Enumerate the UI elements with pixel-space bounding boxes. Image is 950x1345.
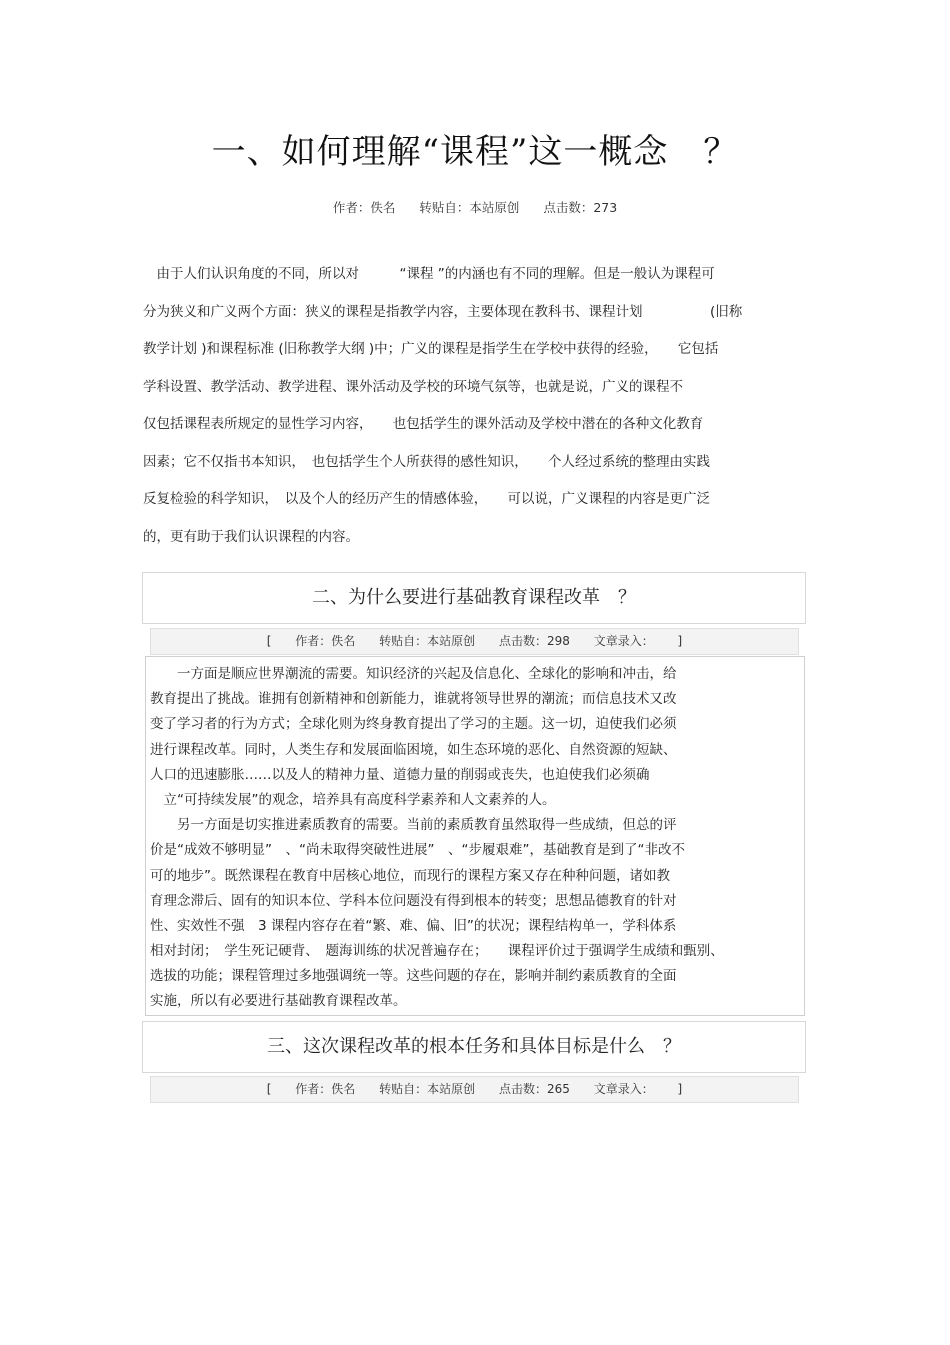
meta-bracket-close: ]: [677, 634, 683, 648]
article-2-line: 另一方面是切实推进素质教育的需要。当前的素质教育虽然取得一些成绩，但总的评: [150, 817, 677, 834]
article-2-line: 选拔的功能；课程管理过多地强调统一等。这些问题的存在，影响并制约素质教育的全面: [150, 968, 677, 985]
article-1-line: 反复检验的科学知识， 以及个人的经历产生的情感体验， 可以说，广义课程的内容是更广泛: [143, 491, 710, 507]
article-1-line: 由于人们认识角度的不同，所以对 “课程 ”的内涵也有不同的理解。但是一般认为课程可: [143, 266, 715, 282]
meta-bracket-open: [: [266, 1082, 272, 1096]
article-2-line: 价是“成效不够明显” 、“尚未取得突破性进展” 、“步履艰难”，基础教育是到了“非改不: [150, 842, 685, 859]
article-2-line: 一方面是顺应世界潮流的需要。知识经济的兴起及信息化、全球化的影响和冲击，给: [150, 666, 677, 682]
article-2-line: 性、实效性不强 3 课程内容存在着“繁、难、偏、旧”的状况；课程结构单一，学科体系: [150, 917, 677, 934]
article-3-clicks: 点击数：265: [498, 1082, 570, 1096]
article-2-line: 人口的迅速膨胀……以及人的精神力量、道德力量的削弱或丧失，也迫使我们必须确: [150, 766, 650, 783]
article-1-line: 学科设置、教学活动、教学进程、课外活动及学校的环境气氛等，也就是说，广义的课程不: [143, 378, 683, 395]
article-1-meta: [0, 198, 950, 216]
meta-bracket-close: ]: [677, 1082, 683, 1096]
article-3-source: 转贴自：本站原创: [379, 1082, 476, 1096]
article-2-clicks: 点击数：298: [498, 634, 570, 648]
article-2-line: 育理念滞后、固有的知识本位、学科本位问题没有得到根本的转变；思想品德教育的针对: [150, 892, 677, 909]
article-1-source: 转贴自：本站原创: [419, 200, 520, 215]
meta-bracket-open: [: [266, 634, 272, 648]
article-1-clicks: 点击数：273: [543, 200, 618, 215]
article-2-line: 相对封闭； 学生死记硬背、 题海训练的状况普遍存在； 课程评价过于强调学生成绩和甄别、: [150, 943, 724, 960]
article-1-line: 分为狭义和广义两个方面：狭义的课程是指教学内容，主要体现在教科书、课程计划 (旧称: [143, 303, 743, 320]
article-2-source: 转贴自：本站原创: [379, 634, 476, 648]
article-2-author: 作者：佚名: [295, 634, 356, 648]
article-2-line: 实施，所以有必要进行基础教育课程改革。: [150, 993, 407, 1010]
article-2-line: 立“可持续发展”的观念，培养具有高度科学素养和人文素养的人。: [150, 791, 556, 808]
article-1-author: 作者：佚名: [332, 200, 396, 215]
article-1-line: 因素；它不仅指书本知识， 也包括学生个人所获得的感性知识， 个人经过系统的整理由实践: [143, 453, 710, 470]
article-2-line: 进行课程改革。同时，人类生存和发展面临困境，如生态环境的恶化、自然资源的短缺、: [150, 741, 677, 758]
article-2-meta: [150, 628, 799, 655]
article-3-meta: [150, 1076, 799, 1103]
article-2-line: 教育提出了挑战。谁拥有创新精神和创新能力，谁就将领导世界的潮流；而信息技术又改: [150, 691, 677, 708]
article-3-title: 三、这次课程改革的根本任务和具体目标是什么 ？: [142, 1021, 806, 1073]
article-2-entry: 文章录入：: [593, 634, 654, 648]
article-1-title: 一、如何理解“课程”这一概念 ？: [211, 132, 739, 172]
article-2-body: [150, 662, 800, 1015]
article-2-line: 可的地步”。既然课程在教育中居核心地位，而现行的课程方案又存在种种问题，诸如教: [150, 867, 670, 884]
article-1-line: 教学计划 )和课程标准 (旧称教学大纲 )中；广义的课程是指学生在学校中获得的经验， 它包括: [143, 341, 719, 357]
article-3-entry: 文章录入：: [593, 1082, 654, 1096]
article-2-title: 二、为什么要进行基础教育课程改革 ？: [142, 572, 806, 624]
article-2-line: 变了学习者的行为方式；全球化则为终身教育提出了学习的主题。这一切，迫使我们必须: [150, 716, 677, 733]
article-1-line: 的，更有助于我们认识课程的内容。: [143, 528, 359, 545]
article-1-body: [143, 256, 808, 556]
article-1-line: 仅包括课程表所规定的显性学习内容， 也包括学生的课外活动及学校中潜在的各种文化教育: [143, 416, 704, 432]
article-3-author: 作者：佚名: [295, 1082, 356, 1096]
